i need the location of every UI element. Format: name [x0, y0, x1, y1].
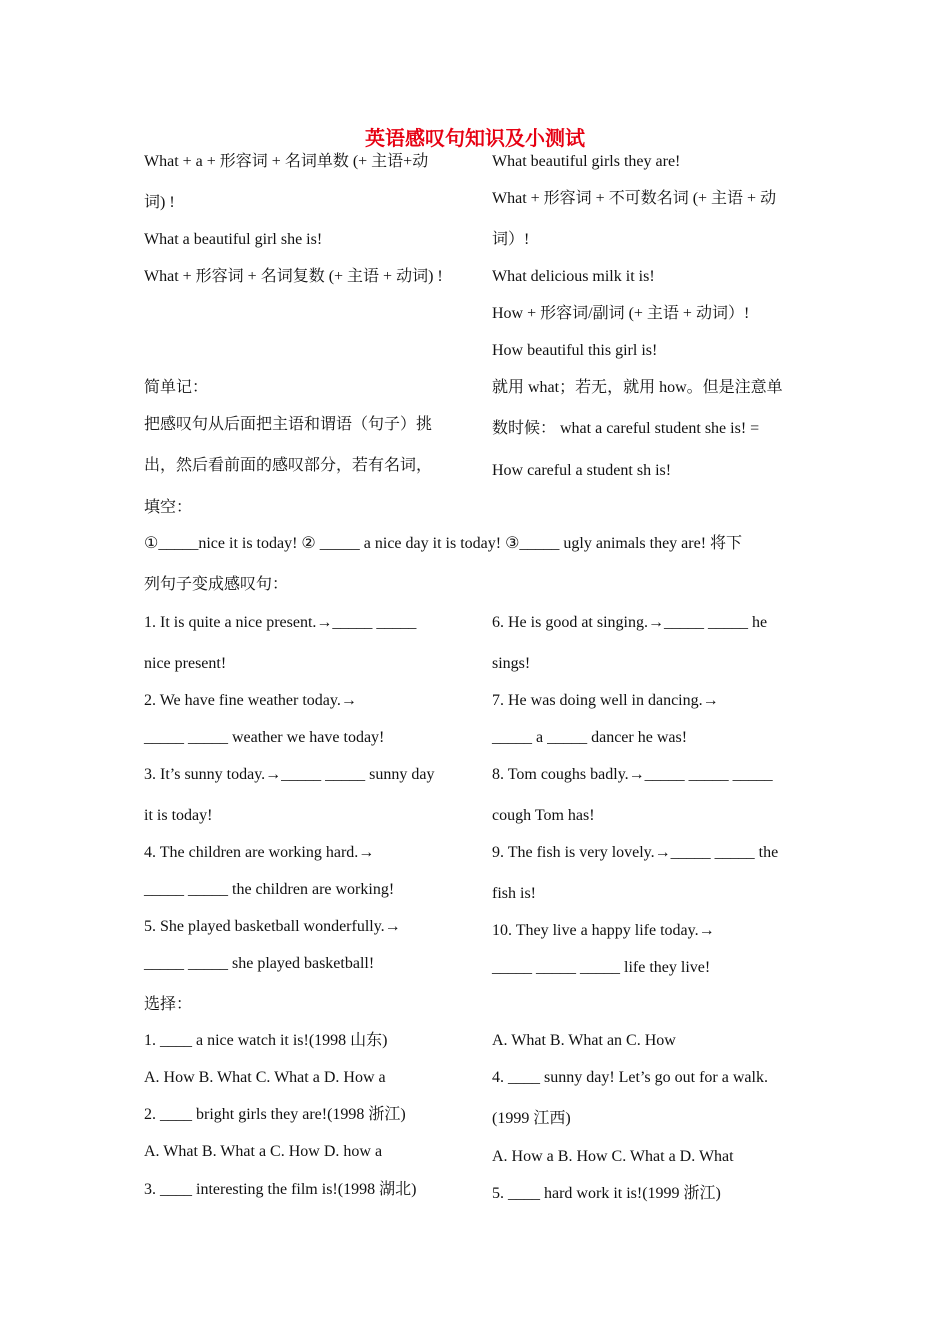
- choice-question-1: 1. ____ a nice watch it is!(1998 山东): [144, 1032, 388, 1049]
- memo-text-2: 出，然后看前面的感叹部分，若有名词，: [144, 457, 433, 474]
- transform-question-9: 9. The fish is very lovely.→_____ _____ the: [492, 844, 779, 861]
- example-beautiful-girls: What beautiful girls they are!: [492, 153, 681, 170]
- choice-question-2: 2. ____ bright girls they are!(1998 浙江): [144, 1106, 406, 1123]
- example-how-beautiful: How beautiful this girl is!: [492, 342, 658, 359]
- transform-question-1: 1. It is quite a nice present.→_____ _____: [144, 614, 417, 631]
- choice-options-3: A. What B. What an C. How: [492, 1032, 676, 1049]
- transform-question-5: 5. She played basketball wonderfully.→: [144, 918, 401, 935]
- memo-text-1: 把感叹句从后面把主语和谓语（句子）挑: [144, 416, 433, 433]
- choice-question-4: 4. ____ sunny day! Let’s go out for a walk.: [492, 1069, 768, 1086]
- transform-question-8: 8. Tom coughs badly.→_____ _____ _____: [492, 766, 773, 783]
- choice-options-4: A. How a B. How C. What a D. What: [492, 1148, 734, 1165]
- rule-what-uncountable-cont: 词）!: [492, 231, 530, 248]
- transform-question-2: 2. We have fine weather today.→: [144, 692, 357, 709]
- transform-question-6: 6. He is good at singing.→_____ _____ he: [492, 614, 768, 631]
- example-delicious-milk: What delicious milk it is!: [492, 268, 655, 285]
- transform-question-9-cont: fish is!: [492, 885, 536, 902]
- transform-question-1-cont: nice present!: [144, 655, 227, 672]
- rule-what-a-singular: What + a + 形容词 + 名词单数 (+ 主语+动: [144, 153, 429, 170]
- page-title: 英语感叹句知识及小测试: [365, 128, 585, 150]
- rule-what-plural: What + 形容词 + 名词复数 (+ 主语 + 动词) !: [144, 268, 443, 285]
- rule-how: How + 形容词/副词 (+ 主语 + 动词）!: [492, 305, 750, 322]
- transform-section-label: 列句子变成感叹句：: [144, 576, 289, 593]
- transform-question-10: 10. They live a happy life today.→: [492, 922, 715, 939]
- rule-what-a-singular-cont: 词) !: [144, 194, 175, 211]
- choice-question-3: 3. ____ interesting the film is!(1998 湖北): [144, 1181, 417, 1198]
- rule-what-uncountable: What + 形容词 + 不可数名词 (+ 主语 + 动: [492, 190, 777, 207]
- transform-question-3: 3. It’s sunny today.→_____ _____ sunny day: [144, 766, 435, 783]
- transform-question-7-cont: _____ a _____ dancer he was!: [492, 729, 688, 746]
- choice-section-label: 选择：: [144, 996, 193, 1013]
- transform-question-10-cont: _____ _____ _____ life they live!: [492, 959, 711, 976]
- memo-text-5: How careful a student sh is!: [492, 462, 672, 479]
- transform-question-5-cont: _____ _____ she played basketball!: [144, 955, 375, 972]
- transform-question-6-cont: sings!: [492, 655, 531, 672]
- choice-question-5: 5. ____ hard work it is!(1999 浙江): [492, 1185, 721, 1202]
- memo-text-3: 就用 what；若无，就用 how。但是注意单: [492, 379, 783, 396]
- transform-question-7: 7. He was doing well in dancing.→: [492, 692, 719, 709]
- fill-section-label: 填空：: [144, 499, 193, 516]
- memo-label: 简单记：: [144, 379, 209, 396]
- transform-question-4-cont: _____ _____ the children are working!: [144, 881, 395, 898]
- fill-questions: ①_____nice it is today! ② _____ a nice day it is today! ③_____ ugly animals they are! 将下: [144, 535, 743, 552]
- memo-text-4: 数时候： what a careful student she is! =: [492, 420, 760, 437]
- transform-question-8-cont: cough Tom has!: [492, 807, 595, 824]
- choice-options-2: A. What B. What a C. How D. how a: [144, 1143, 383, 1160]
- transform-question-2-cont: _____ _____ weather we have today!: [144, 729, 385, 746]
- transform-question-3-cont: it is today!: [144, 807, 213, 824]
- choice-question-4-cont: (1999 江西): [492, 1110, 571, 1127]
- example-beautiful-girl: What a beautiful girl she is!: [144, 231, 323, 248]
- transform-question-4: 4. The children are working hard.→: [144, 844, 375, 861]
- choice-options-1: A. How B. What C. What a D. How a: [144, 1069, 386, 1086]
